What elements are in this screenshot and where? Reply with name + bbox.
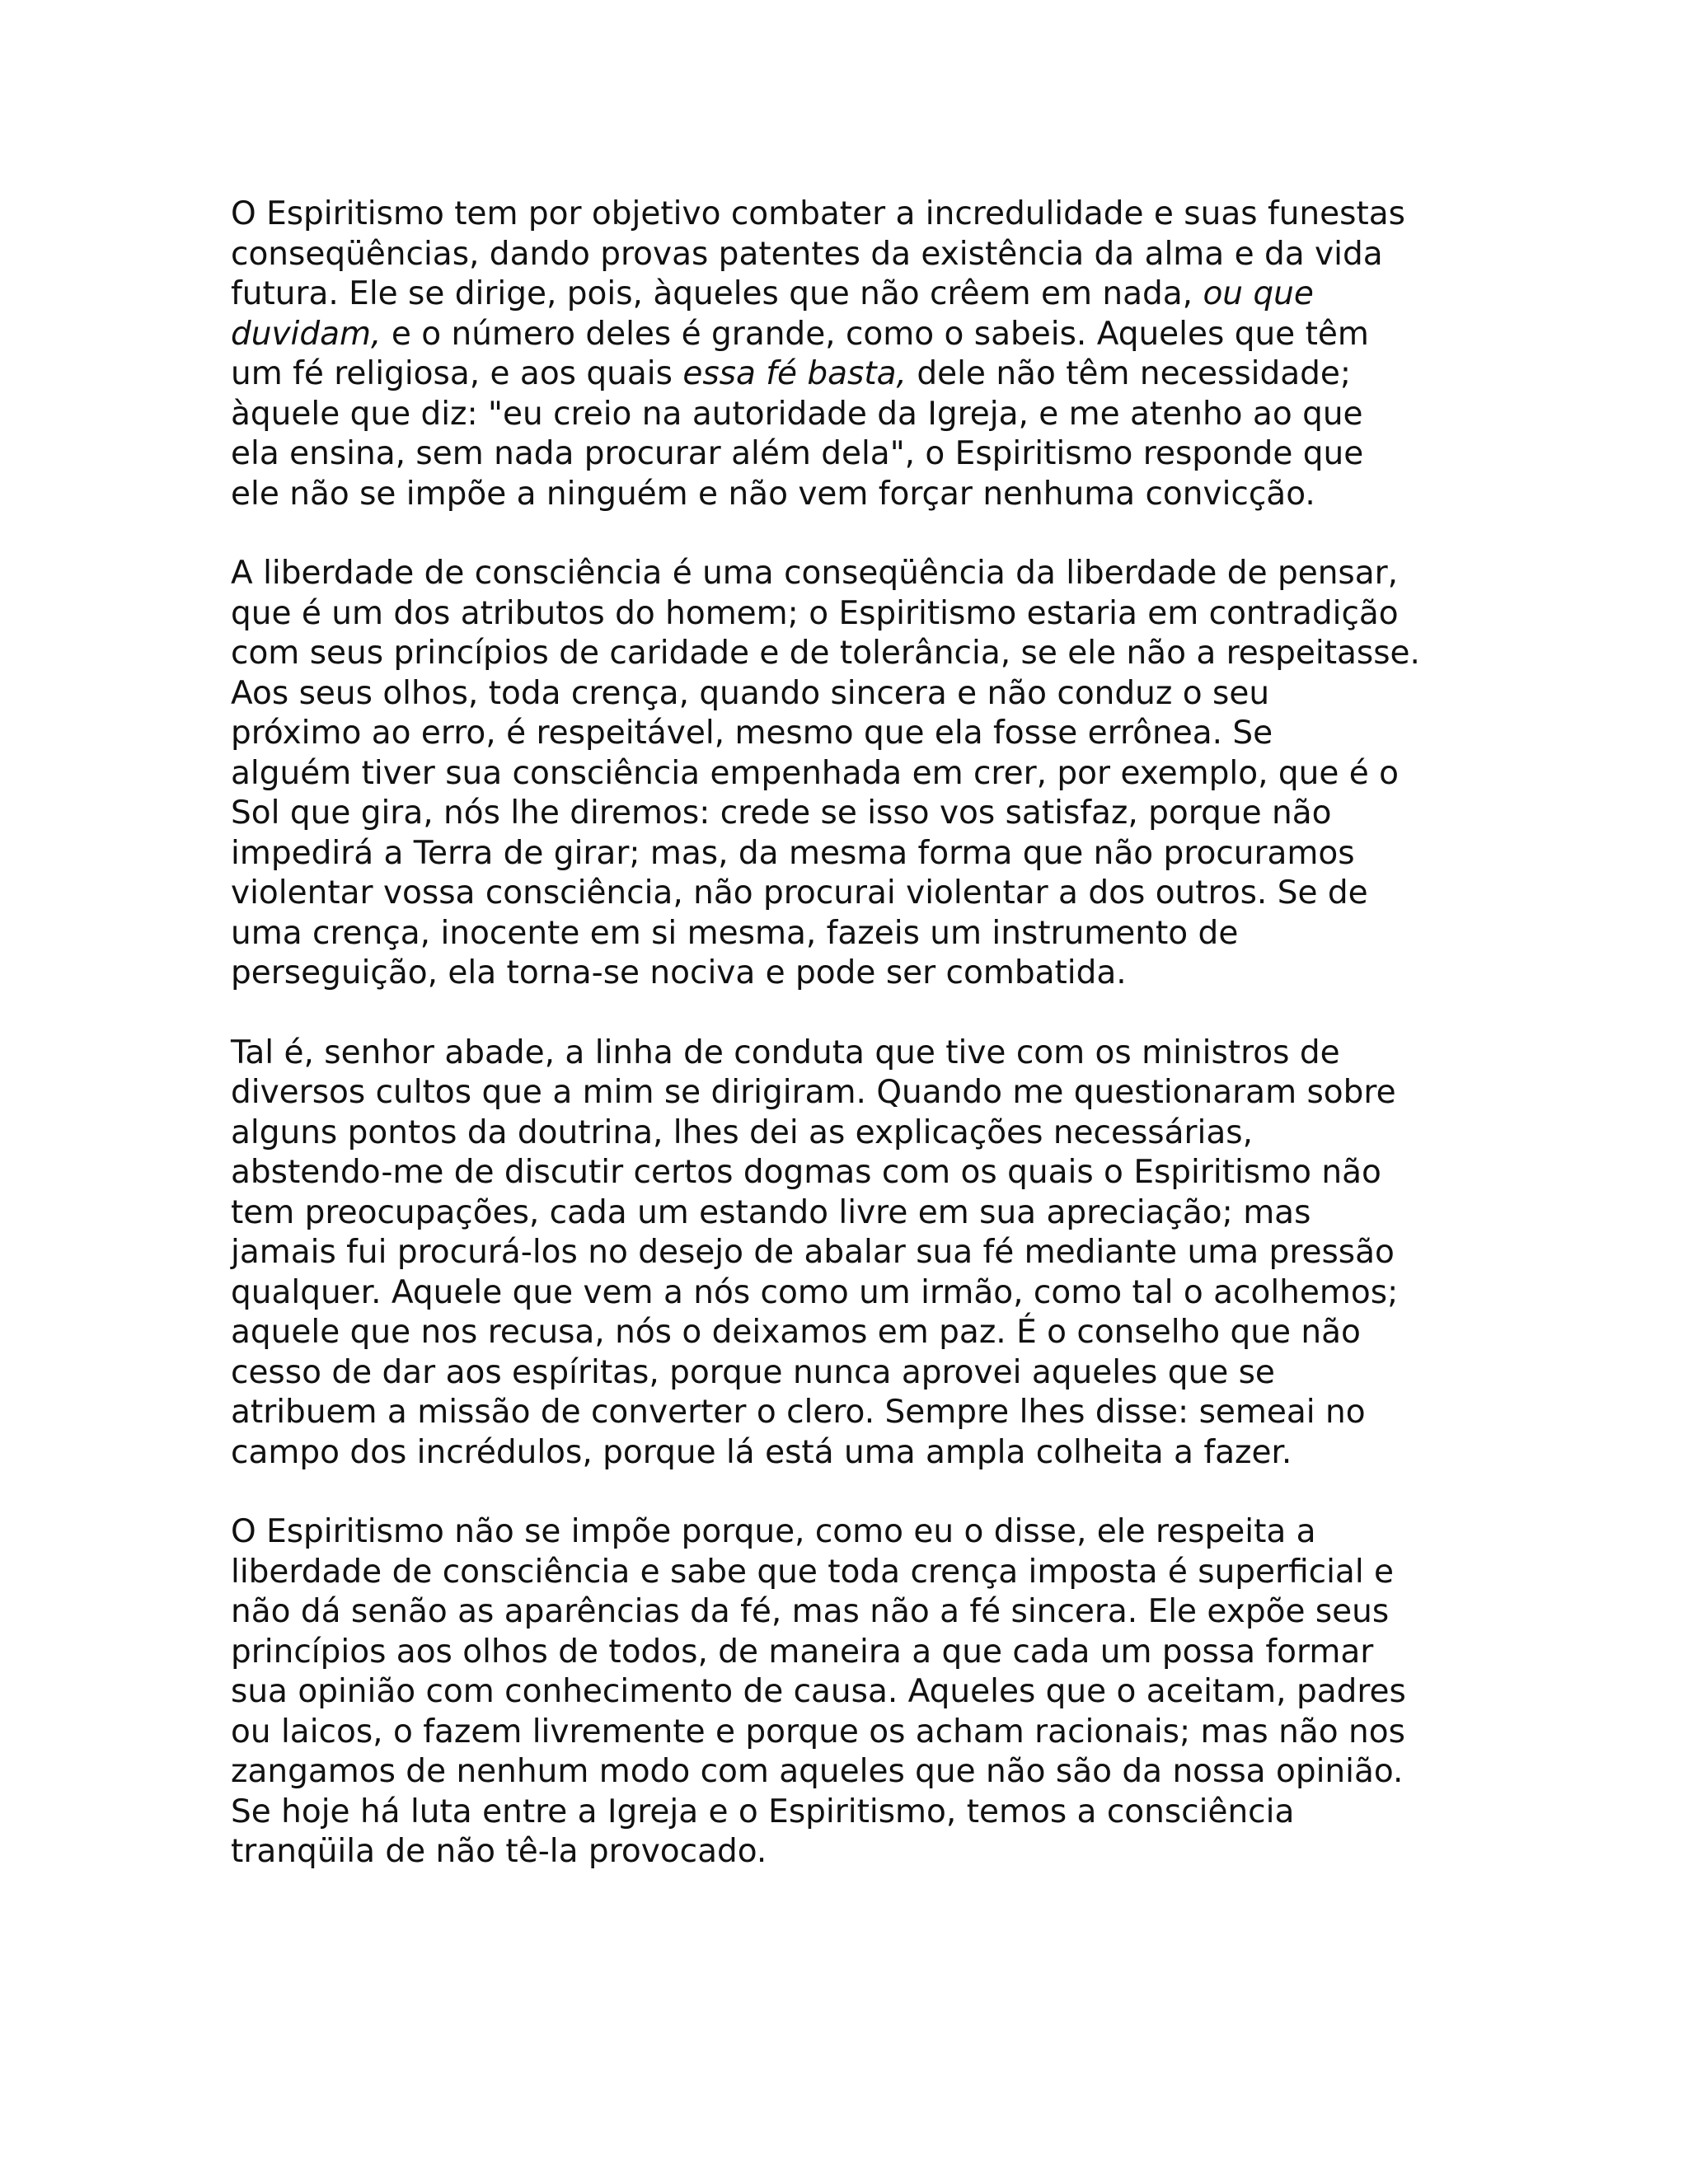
text-line xyxy=(231,395,1467,435)
text-segment: próximo ao erro, é respeitável, mesmo que ela fosse errônea. Se xyxy=(231,715,1273,752)
text-line xyxy=(231,475,1467,515)
text-segment: O Espiritismo não se impõe porque, como eu o disse, ele respeita a xyxy=(231,1513,1316,1550)
text-segment: uma crença, inocente em si mesma, fazeis um instrumento de xyxy=(231,914,1239,952)
text-line xyxy=(231,354,1467,395)
text-segment: jamais fui procurá-los no desejo de abalar sua fé mediante uma pressão xyxy=(231,1234,1395,1271)
text-segment: Tal é, senhor abade, a linha de conduta que tive com os ministros de xyxy=(231,1033,1340,1071)
text-line xyxy=(231,554,1467,594)
text-line xyxy=(231,914,1467,954)
text-line xyxy=(231,1713,1467,1753)
text-segment: ela ensina, sem nada procurar além dela", o Espiritismo responde que xyxy=(231,435,1364,472)
text-line xyxy=(231,1313,1467,1353)
text-segment: que é um dos atributos do homem; o Espiritismo estaria em contradição xyxy=(231,594,1399,632)
paragraph xyxy=(231,1033,1467,1474)
document-body xyxy=(231,194,1467,1912)
text-line xyxy=(231,1273,1467,1314)
text-segment: atribuem a missão de converter o clero. Sempre lhes disse: semeai no xyxy=(231,1394,1366,1431)
text-line xyxy=(231,1553,1467,1593)
text-segment: diversos cultos que a mim se dirigiram. Quando me questionaram sobre xyxy=(231,1074,1396,1111)
text-line xyxy=(231,1193,1467,1234)
text-segment: zangamos de nenhum modo com aqueles que não são da nossa opinião. xyxy=(231,1753,1404,1790)
text-segment: e o número deles é grande, como o sabeis. Aqueles que têm xyxy=(381,315,1369,353)
text-segment: campo dos incrédulos, porque lá está uma ampla colheita a fazer. xyxy=(231,1433,1292,1471)
text-segment: O Espiritismo tem por objetivo combater a incredulidade e suas funestas xyxy=(231,195,1405,232)
paragraph xyxy=(231,554,1467,994)
text-line xyxy=(231,634,1467,674)
text-segment: alguém tiver sua consciência empenhada em crer, por exemplo, que é o xyxy=(231,754,1399,792)
text-segment: sua opinião com conhecimento de causa. Aqueles que o aceitam, padres xyxy=(231,1673,1406,1710)
text-line xyxy=(231,1393,1467,1433)
text-segment: perseguição, ela torna-se nociva e pode ser combatida. xyxy=(231,954,1127,991)
text-line xyxy=(231,954,1467,994)
text-segment: A liberdade de consciência é uma conseqüência da liberdade de pensar, xyxy=(231,555,1399,592)
text-segment: ele não se impõe a ninguém e não vem forçar nenhuma convicção. xyxy=(231,475,1315,513)
text-line xyxy=(231,434,1467,475)
text-segment: violentar vossa consciência, não procurai violentar a dos outros. Se de xyxy=(231,874,1368,912)
text-segment: impedirá a Terra de girar; mas, da mesma forma que não procuramos xyxy=(231,834,1355,872)
text-segment: um fé religiosa, e aos quais xyxy=(231,355,683,392)
text-segment: futura. Ele se dirige, pois, àqueles que não crêem em nada, xyxy=(231,275,1203,312)
text-segment: Sol que gira, nós lhe diremos: crede se isso vos satisfaz, porque não xyxy=(231,794,1332,832)
text-line xyxy=(231,834,1467,874)
text-segment: Se hoje há luta entre a Igreja e o Espiritismo, temos a consciência xyxy=(231,1793,1295,1830)
text-segment: princípios aos olhos de todos, de maneira a que cada um possa formar xyxy=(231,1633,1374,1671)
text-line xyxy=(231,1512,1467,1553)
text-segment: liberdade de consciência e sabe que toda crença imposta é superficial e xyxy=(231,1553,1395,1591)
text-segment: tem preocupações, cada um estando livre em sua apreciação; mas xyxy=(231,1193,1311,1231)
text-segment: tranqüila de não tê-la provocado. xyxy=(231,1833,767,1870)
text-segment: conseqüências, dando provas patentes da existência da alma e da vida xyxy=(231,235,1383,273)
text-line xyxy=(231,794,1467,834)
text-segment: ou laicos, o fazem livremente e porque os acham racionais; mas não nos xyxy=(231,1713,1405,1750)
text-line xyxy=(231,1353,1467,1394)
text-line xyxy=(231,714,1467,754)
text-segment: não dá senão as aparências da fé, mas não a fé sincera. Ele expõe seus xyxy=(231,1593,1390,1630)
text-line xyxy=(231,1793,1467,1833)
text-line xyxy=(231,1832,1467,1872)
text-segment: Aos seus olhos, toda crença, quando sincera e não conduz o seu xyxy=(231,674,1270,712)
italic-text-segment: duvidam, xyxy=(231,315,382,353)
text-segment: alguns pontos da doutrina, lhes dei as explicações necessárias, xyxy=(231,1113,1254,1151)
text-line xyxy=(231,1033,1467,1074)
text-line xyxy=(231,1592,1467,1633)
text-segment: com seus princípios de caridade e de tolerância, se ele não a respeitasse. xyxy=(231,635,1420,672)
text-line xyxy=(231,594,1467,635)
text-segment: aquele que nos recusa, nós o deixamos em paz. É o conselho que não xyxy=(231,1314,1361,1351)
text-line xyxy=(231,1672,1467,1713)
text-line xyxy=(231,1153,1467,1193)
text-segment: dele não têm necessidade; xyxy=(906,355,1352,392)
italic-text-segment: essa fé basta, xyxy=(682,355,907,392)
paragraph xyxy=(231,194,1467,514)
text-line xyxy=(231,194,1467,235)
text-line xyxy=(231,235,1467,275)
text-line xyxy=(231,1073,1467,1113)
text-segment: abstendo-me de discutir certos dogmas com os quais o Espiritismo não xyxy=(231,1154,1381,1191)
italic-text-segment: ou que xyxy=(1203,275,1314,312)
text-line xyxy=(231,315,1467,355)
text-line xyxy=(231,1113,1467,1154)
text-segment: qualquer. Aquele que vem a nós como um irmão, como tal o acolhemos; xyxy=(231,1273,1399,1311)
text-line xyxy=(231,274,1467,315)
text-segment: àquele que diz: "eu creio na autoridade da Igreja, e me atenho ao que xyxy=(231,395,1363,433)
text-line xyxy=(231,1633,1467,1673)
text-segment: cesso de dar aos espíritas, porque nunca aprovei aqueles que se xyxy=(231,1353,1275,1391)
text-line xyxy=(231,674,1467,715)
text-line xyxy=(231,1233,1467,1273)
text-line xyxy=(231,1752,1467,1793)
text-line xyxy=(231,1433,1467,1474)
paragraph xyxy=(231,1512,1467,1872)
text-line xyxy=(231,754,1467,794)
text-line xyxy=(231,874,1467,914)
